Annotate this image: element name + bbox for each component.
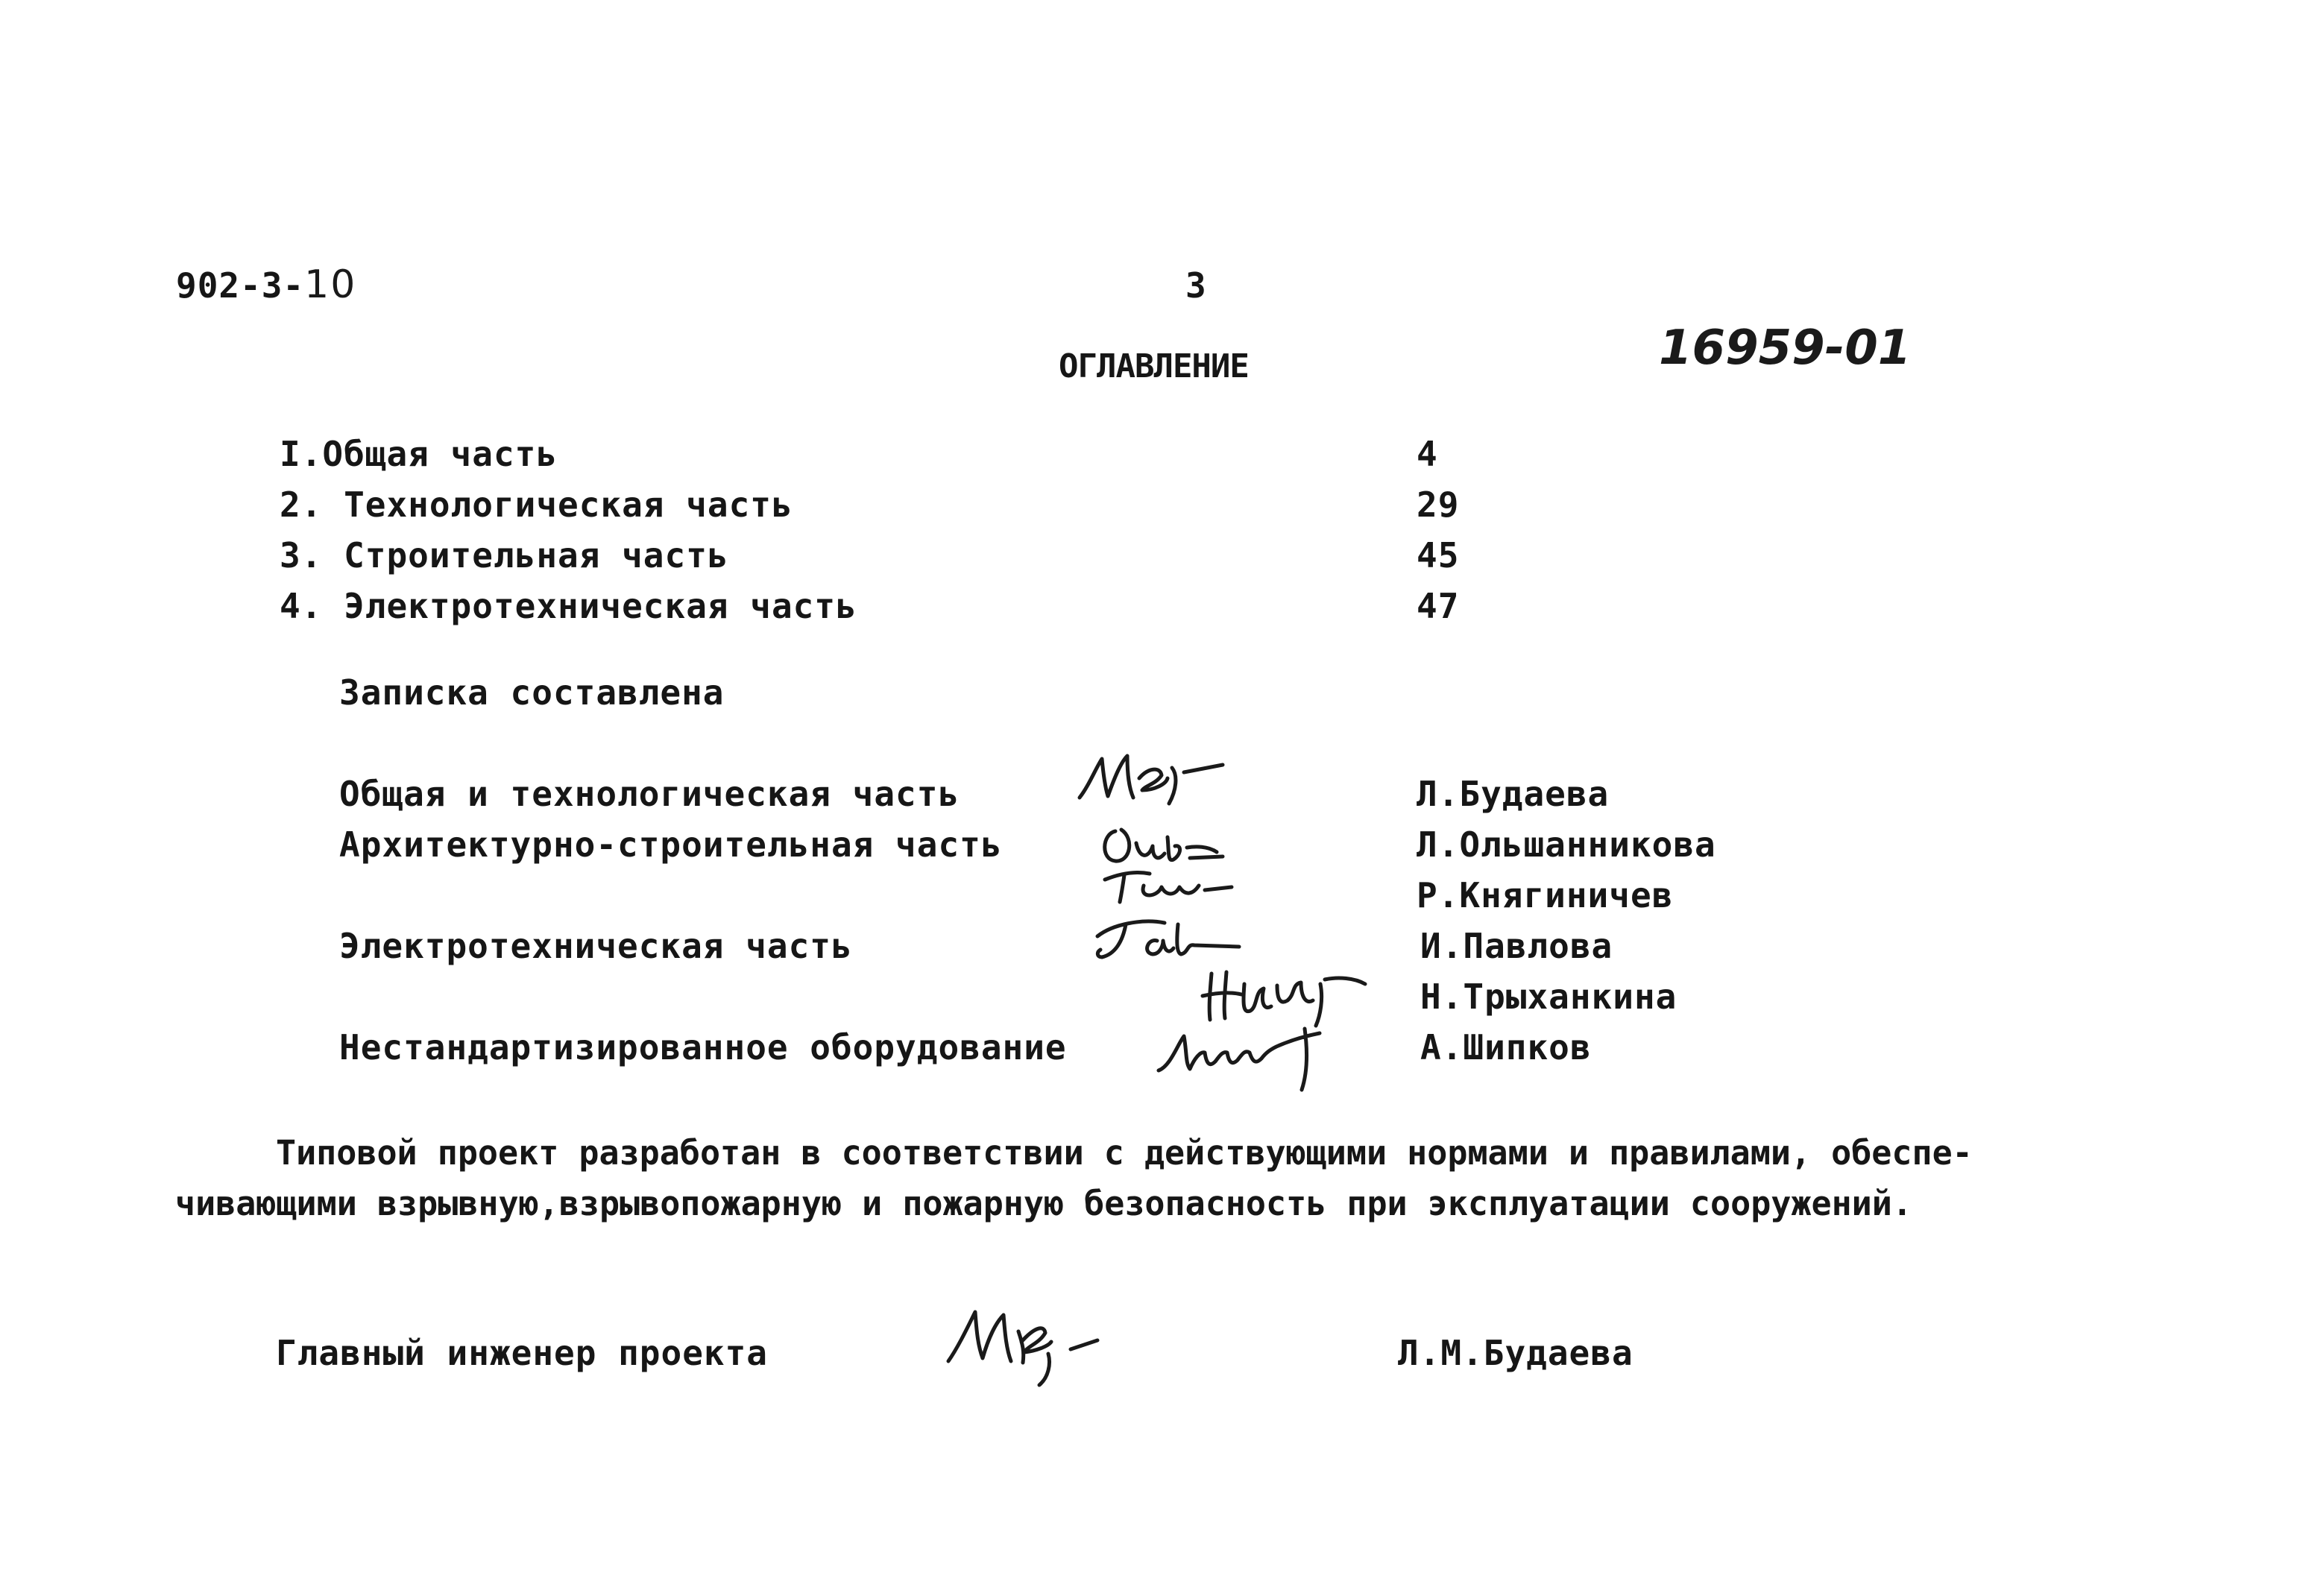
- author-section: Электротехническая часть: [339, 926, 853, 966]
- doc-code: [176, 262, 357, 307]
- author-name: Л.Будаева: [1417, 774, 1610, 814]
- chief-engineer-title: Главный инженер проекта: [276, 1333, 768, 1373]
- author-section: Нестандартизированное оборудование: [339, 1027, 1067, 1067]
- archive-number: 16959-01: [1659, 321, 1912, 376]
- doc-code-typed: 902-3-: [176, 265, 305, 306]
- page-title: ОГЛАВЛЕНИЕ: [1059, 347, 1249, 385]
- toc-item-page: 45: [1417, 535, 1460, 575]
- author-section: Архитектурно-строительная часть: [339, 824, 1003, 865]
- doc-code-handwritten: 10: [304, 262, 357, 307]
- toc-item-page: 47: [1417, 586, 1460, 626]
- toc-item-label: 2. Технологическая часть: [280, 485, 793, 525]
- page-number: 3: [1185, 265, 1207, 306]
- author-name: А.Шипков: [1420, 1027, 1592, 1067]
- signature-budaeva: [1074, 745, 1267, 813]
- toc-item-label: I.Общая часть: [280, 434, 558, 474]
- signature-shipkov: [1148, 1014, 1357, 1096]
- author-section: Общая и технологическая часть: [339, 774, 960, 814]
- compiled-label: Записка составлена: [339, 672, 725, 713]
- signature-chief-engineer: [939, 1290, 1133, 1394]
- toc-item-label: 4. Электротехническая часть: [280, 586, 857, 626]
- author-name: И.Павлова: [1420, 926, 1613, 966]
- author-name: Н.Трыханкина: [1420, 977, 1677, 1017]
- toc-item-label: 3. Строительная часть: [280, 535, 729, 575]
- toc-item-page: 29: [1417, 485, 1460, 525]
- chief-engineer-name: Л.М.Будаева: [1398, 1333, 1633, 1373]
- signature-knyaginichev: [1097, 863, 1247, 908]
- statement-line: Типовой проект разработан в соответствии с действующими нормами и правилами, обеспе-: [276, 1133, 1973, 1173]
- statement-line: чивающими взрывную,взрывопожарную и пожарную безопасность при эксплуатации сооружений.: [175, 1184, 1912, 1223]
- author-name: Р.Княгиничев: [1417, 875, 1674, 915]
- author-name: Л.Ольшанникова: [1417, 824, 1716, 865]
- toc-item-page: 4: [1417, 434, 1438, 474]
